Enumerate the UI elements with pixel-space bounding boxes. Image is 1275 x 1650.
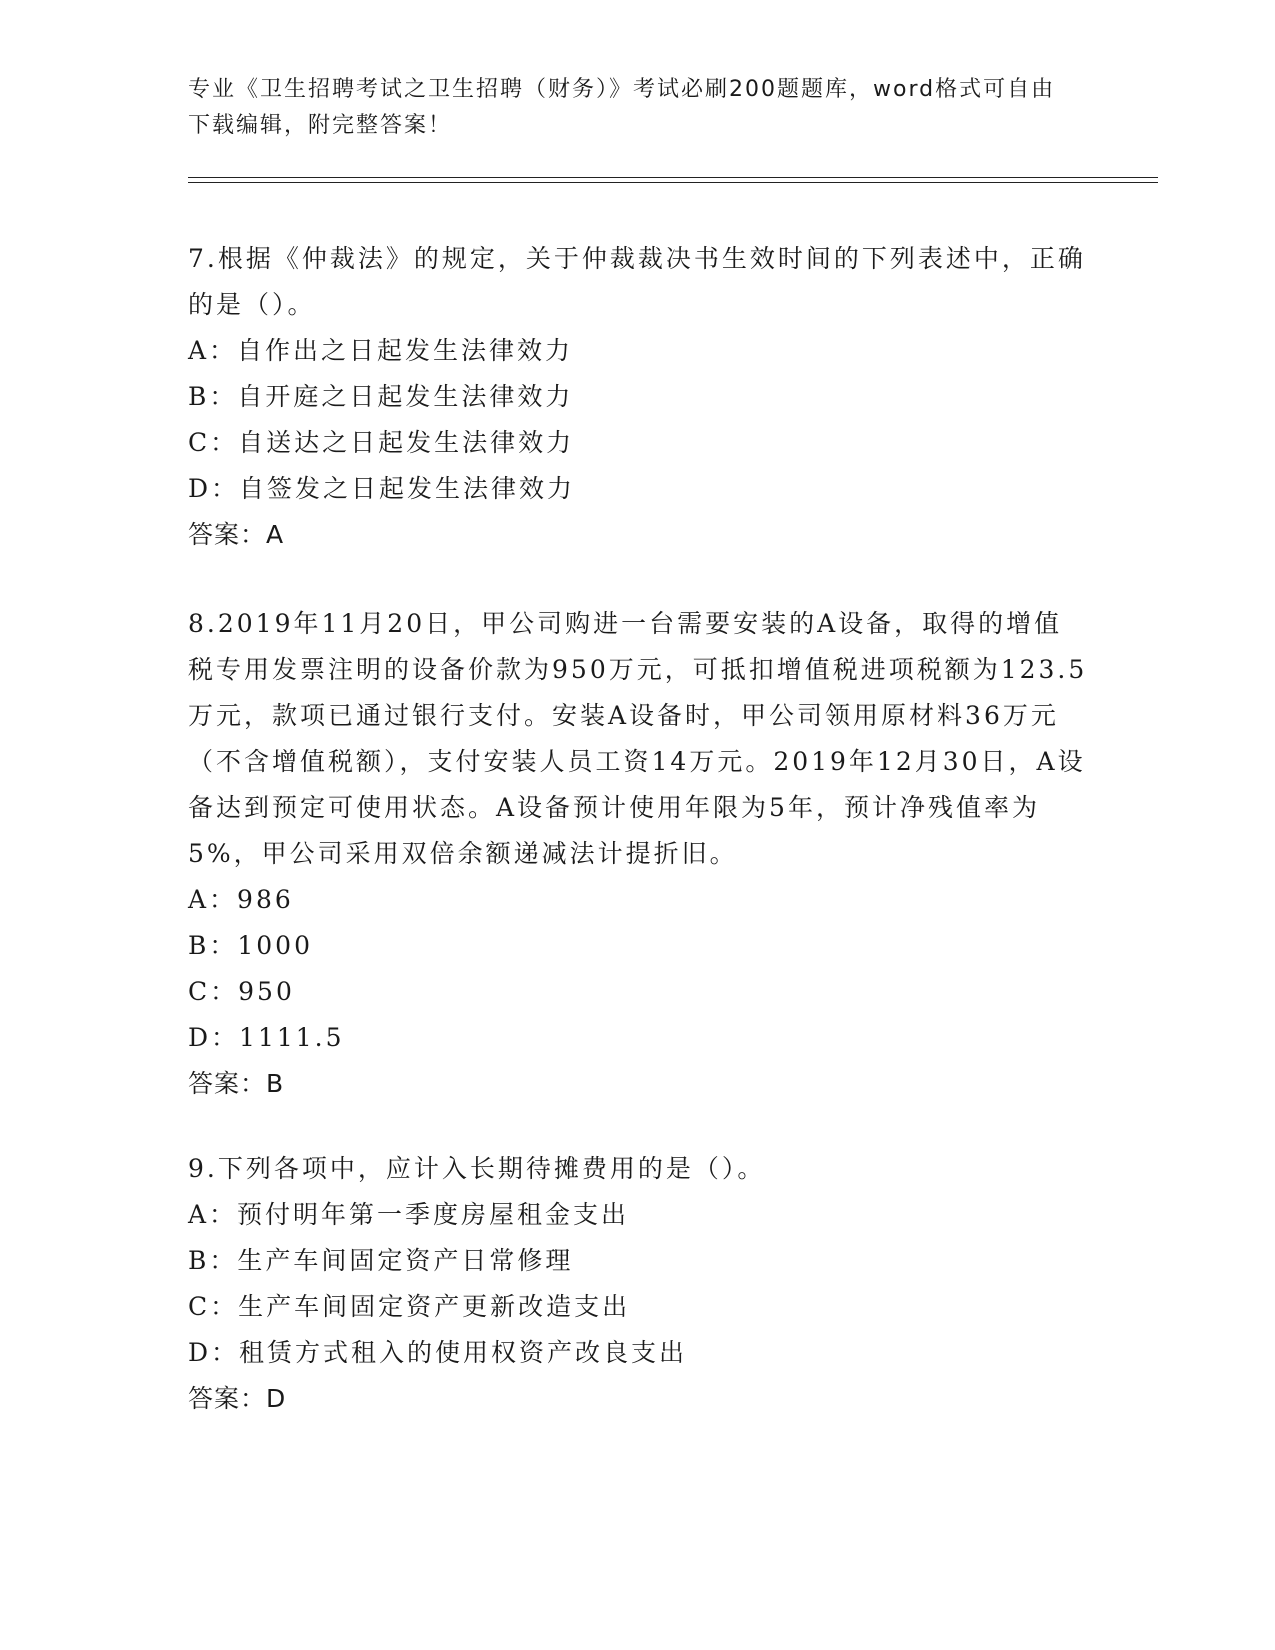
header-divider-top [188,177,1158,178]
option-c: C：自送达之日起发生法律效力 [188,428,575,457]
header-intro: 专业《卫生招聘考试之卫生招聘（财务）》考试必刷200题题库，word格式可自由下载编辑，附完整答案！ [188,77,1056,138]
option-d: D：1111.5 [188,1023,345,1052]
answer: 答案：A [188,520,285,549]
question-7 [188,236,1088,558]
option-d: D：自签发之日起发生法律效力 [188,474,576,503]
option-b: B：自开庭之日起发生法律效力 [188,382,574,411]
option-c: C：生产车间固定资产更新改造支出 [188,1292,631,1321]
option-a: A：预付明年第一季度房屋租金支出 [188,1200,630,1229]
option-a: A：自作出之日起发生法律效力 [188,336,574,365]
option-a: A：986 [188,885,294,914]
answer: 答案：D [188,1384,287,1413]
question-stem: 9.下列各项中，应计入长期待摊费用的是（）。 [188,1154,766,1183]
option-b: B：1000 [188,931,313,960]
option-c: C：950 [188,977,295,1006]
header-divider-bottom [188,182,1158,183]
answer: 答案：B [188,1069,285,1098]
question-stem: 8.2019年11月20日，甲公司购进一台需要安装的A设备，取得的增值税专用发票注明的设备价款为950万元，可抵扣增值税进项税额为123.5万元，款项已通过银行支付。安装A设备时，甲公司领用原材料36万元（不含增值税额），支付安装人员工资14万元。2019年12月30日，A设备达到预定可使用状态。A设备预计使用年限为5年，预计净残值率为5%，甲公司采用双倍余额递减法计提折旧。 [188,609,1088,868]
option-d: D：租赁方式租入的使用权资产改良支出 [188,1338,688,1367]
question-stem: 7.根据《仲裁法》的规定，关于仲裁裁决书生效时间的下列表述中，正确的是（）。 [188,244,1086,319]
question-8 [188,601,1088,1107]
question-9 [188,1146,1088,1422]
option-b: B：生产车间固定资产日常修理 [188,1246,574,1275]
